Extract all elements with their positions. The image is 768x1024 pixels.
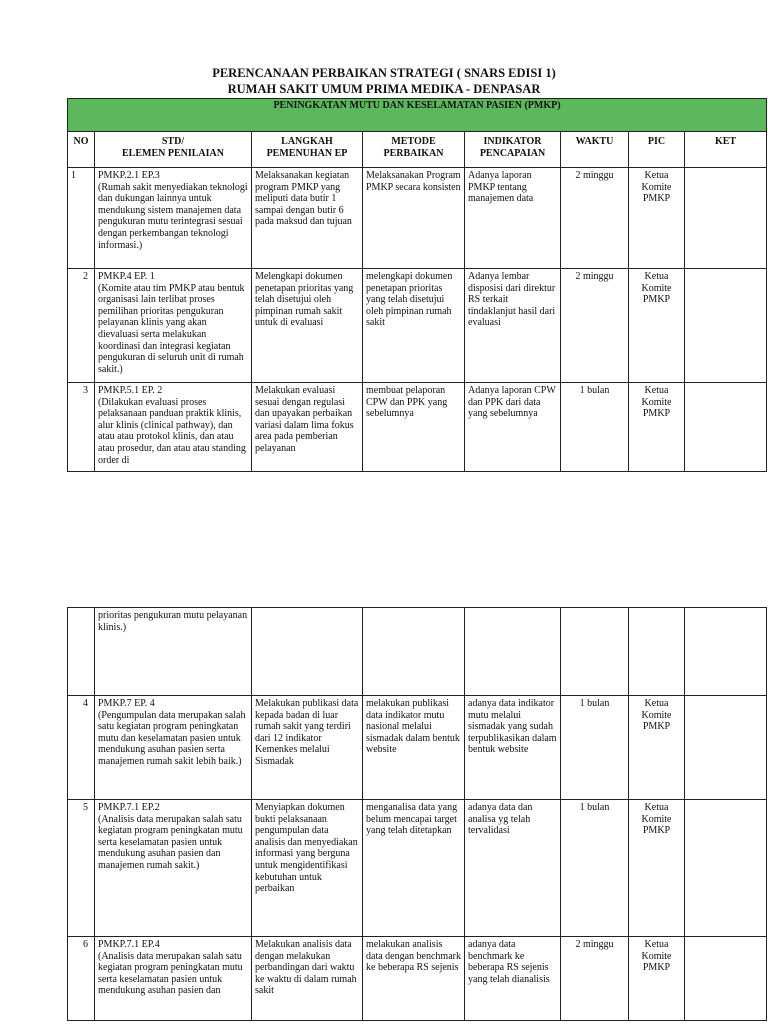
row-indikator: Adanya lembar disposisi dari direktur RS terkait tindaklanjut hasil dari evaluasi — [465, 269, 561, 383]
col-header-pic: PIC — [629, 132, 685, 168]
row-pic: Ketua Komite PMKP — [629, 168, 685, 269]
row-no: 4 — [68, 696, 95, 800]
row-std: PMKP.4 EP. 1 (Komite atau tim PMKP atau bentuk organisasi lain terlibat proses pemilihan prioritas pengukuran pelayanan klinis yang akan dievaluasi serta melakukan koordinasi dan integrasi kegiatan pengukuran di seluruh unit di rumah sakit.) — [95, 269, 252, 383]
row-std: PMKP.2.1 EP.3 (Rumah sakit menyediakan teknologi dan dukungan lainnya untuk mendukung sistem manajemen data pengukuran mutu terintegrasi sesuai dengan perkembangan teknologi informasi.) — [95, 168, 252, 269]
col-header-no: NO — [68, 132, 95, 168]
row-ket — [685, 937, 767, 1021]
table-row — [68, 383, 767, 472]
row-waktu: 1 bulan — [561, 800, 629, 937]
row-pic: Ketua Komite PMKP — [629, 269, 685, 383]
row-metode: melakukan publikasi data indikator mutu nasional melalui sismadak dalam bentuk website — [363, 696, 465, 800]
row-metode: menganalisa data yang belum mencapai target yang telah ditetapkan — [363, 800, 465, 937]
strategy-table-page2 — [67, 607, 767, 1021]
row-ket — [685, 696, 767, 800]
row-no — [68, 608, 95, 696]
row-ket — [685, 383, 767, 472]
row-ket — [685, 168, 767, 269]
row-indikator: adanya data dan analisa yg telah tervalidasi — [465, 800, 561, 937]
row-pic: Ketua Komite PMKP — [629, 696, 685, 800]
table-row-continuation — [68, 608, 767, 696]
row-waktu: 1 bulan — [561, 383, 629, 472]
row-ket — [685, 800, 767, 937]
row-no: 2 — [68, 269, 95, 383]
table-row — [68, 800, 767, 937]
col-header-metode: METODE PERBAIKAN — [363, 132, 465, 168]
table-row — [68, 696, 767, 800]
table-row — [68, 168, 767, 269]
row-waktu: 1 bulan — [561, 696, 629, 800]
row-indikator — [465, 608, 561, 696]
column-header-row — [68, 132, 767, 168]
table-row — [68, 269, 767, 383]
row-waktu: 2 minggu — [561, 168, 629, 269]
row-waktu: 2 minggu — [561, 937, 629, 1021]
row-indikator: Adanya laporan CPW dan PPK dari data yang sebelumnya — [465, 383, 561, 472]
row-langkah: Melakukan analisis data dengan melakukan perbandingan dari waktu ke waktu di dalam rumah sakit — [252, 937, 363, 1021]
col-header-ket: KET — [685, 132, 767, 168]
row-langkah: Melakukan evaluasi sesuai dengan regulasi dan upayakan perbaikan variasi dalam lima fokus area pada pemberian pelayanan — [252, 383, 363, 472]
row-pic — [629, 608, 685, 696]
row-langkah: Melaksanakan kegiatan program PMKP yang meliputi data butir 1 sampai dengan butir 6 pada maksud dan tujuan — [252, 168, 363, 269]
document-title: PERENCANAAN PERBAIKAN STRATEGI ( SNARS EDISI 1) — [212, 66, 556, 80]
row-no: 3 — [68, 383, 95, 472]
col-header-indikator: INDIKATOR PENCAPAIAN — [465, 132, 561, 168]
row-ket — [685, 269, 767, 383]
row-metode: membuat pelaporan CPW dan PPK yang sebelumnya — [363, 383, 465, 472]
row-indikator: Adanya laporan PMKP tentang manajemen data — [465, 168, 561, 269]
row-metode: melengkapi dokumen penetapan prioritas yang telah disetujui oleh pimpinan rumah sakit — [363, 269, 465, 383]
row-std: PMKP.7.1 EP.2 (Analisis data merupakan salah satu kegiatan program peningkatan mutu serta keselamatan pasien untuk mendukung asuhan pasien dan manajemen rumah sakit.) — [95, 800, 252, 937]
hospital-name: RUMAH SAKIT UMUM PRIMA MEDIKA - DENPASAR — [227, 82, 541, 96]
row-indikator: adanya data indikator mutu melalui sismadak yang sudah terpublikasikan dalam bentuk website — [465, 696, 561, 800]
table-row — [68, 937, 767, 1021]
row-std: PMKP.7.1 EP.4 (Analisis data merupakan salah satu kegiatan program peningkatan mutu serta keselamatan pasien untuk mendukung asuhan pasien dan — [95, 937, 252, 1021]
row-langkah — [252, 608, 363, 696]
row-no: 1 — [68, 168, 95, 269]
row-waktu — [561, 608, 629, 696]
row-metode — [363, 608, 465, 696]
row-langkah: Menyiapkan dokumen bukti pelaksanaan pengumpulan data analisis dan menyediakan informasi yang berguna untuk mengidentifikasi kebutuhan untuk perbaikan — [252, 800, 363, 937]
col-header-std: STD/ ELEMEN PENILAIAN — [95, 132, 252, 168]
row-no: 6 — [68, 937, 95, 1021]
section-title: PENINGKATAN MUTU DAN KESELAMATAN PASIEN (PMKP) — [68, 99, 767, 132]
row-waktu: 2 minggu — [561, 269, 629, 383]
col-header-waktu: WAKTU — [561, 132, 629, 168]
row-indikator: adanya data benchmark ke beberapa RS sejenis yang telah dianalisis — [465, 937, 561, 1021]
row-metode: Melaksanakan Program PMKP secara konsisten — [363, 168, 465, 269]
row-no: 5 — [68, 800, 95, 937]
row-langkah: Melengkapi dokumen penetapan prioritas yang telah disetujui oleh pimpinan rumah sakit untuk di evaluasi — [252, 269, 363, 383]
section-header-row — [68, 99, 767, 132]
row-std: prioritas pengukuran mutu pelayanan klinis.) — [95, 608, 252, 696]
row-ket — [685, 608, 767, 696]
row-langkah: Melakukan publikasi data kepada badan di luar rumah sakit yang terdiri dari 12 indikator Kemenkes melalui Sismadak — [252, 696, 363, 800]
row-pic: Ketua Komite PMKP — [629, 383, 685, 472]
row-pic: Ketua Komite PMKP — [629, 800, 685, 937]
row-metode: melakukan analisis data dengan benchmark ke beberapa RS sejenis — [363, 937, 465, 1021]
strategy-table-page1 — [67, 98, 767, 472]
row-std: PMKP.5.1 EP. 2 (Dilakukan evaluasi proses pelaksanaan panduan praktik klinis, alur klinis (clinical pathway), dan atau atau protokol klinis, dan atau atau prosedur, dan atau atau standing order di — [95, 383, 252, 472]
row-pic: Ketua Komite PMKP — [629, 937, 685, 1021]
col-header-langkah: LANGKAH PEMENUHAN EP — [252, 132, 363, 168]
row-std: PMKP.7 EP. 4 (Pengumpulan data merupakan salah satu kegiatan program peningkatan mutu dan keselamatan pasien untuk mendukung asuhan pasien serta manajemen rumah sakit lebih baik.) — [95, 696, 252, 800]
